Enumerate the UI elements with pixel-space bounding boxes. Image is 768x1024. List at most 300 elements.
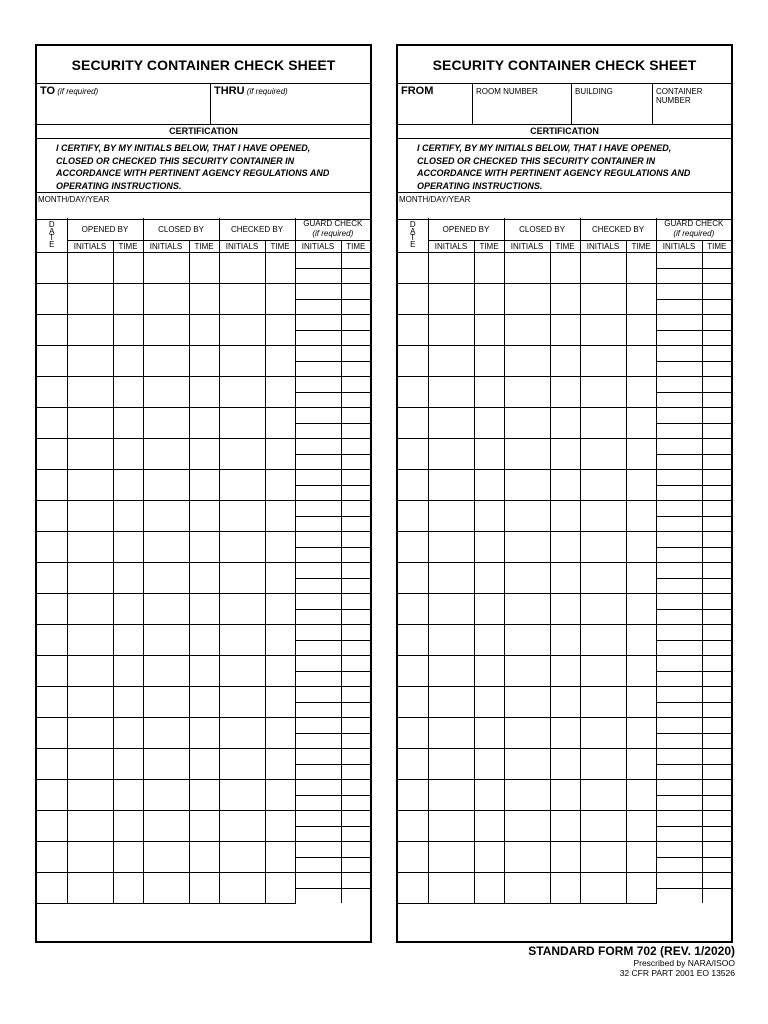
initials-cell[interactable] [428, 408, 474, 439]
guard-initials-cell[interactable] [295, 501, 341, 517]
guard-time-cell[interactable] [702, 516, 731, 532]
initials-cell[interactable] [428, 594, 474, 625]
date-cell[interactable] [398, 532, 428, 563]
date-cell[interactable] [37, 470, 67, 501]
guard-initials-cell[interactable] [656, 671, 702, 687]
month-day-year-field[interactable] [37, 193, 370, 220]
guard-time-cell[interactable] [341, 857, 370, 873]
guard-time-cell[interactable] [341, 563, 370, 579]
initials-cell[interactable] [67, 470, 113, 501]
initials-cell[interactable] [143, 284, 189, 315]
date-cell[interactable] [37, 811, 67, 842]
initials-cell[interactable] [67, 377, 113, 408]
date-cell[interactable] [398, 377, 428, 408]
guard-initials-cell[interactable] [295, 640, 341, 656]
time-cell[interactable] [474, 842, 504, 873]
guard-initials-cell[interactable] [295, 594, 341, 610]
initials-cell[interactable] [428, 625, 474, 656]
time-cell[interactable] [626, 470, 656, 501]
initials-cell[interactable] [143, 780, 189, 811]
time-cell[interactable] [626, 625, 656, 656]
guard-time-cell[interactable] [702, 423, 731, 439]
date-cell[interactable] [398, 439, 428, 470]
guard-time-cell[interactable] [341, 764, 370, 780]
initials-cell[interactable] [428, 470, 474, 501]
guard-time-cell[interactable] [341, 780, 370, 796]
time-cell[interactable] [550, 625, 580, 656]
guard-initials-cell[interactable] [295, 454, 341, 470]
guard-time-cell[interactable] [341, 873, 370, 889]
guard-initials-cell[interactable] [295, 284, 341, 300]
initials-cell[interactable] [67, 408, 113, 439]
date-cell[interactable] [398, 873, 428, 904]
guard-initials-cell[interactable] [295, 888, 341, 903]
initials-cell[interactable] [143, 811, 189, 842]
initials-cell[interactable] [143, 687, 189, 718]
initials-cell[interactable] [67, 873, 113, 904]
guard-time-cell[interactable] [702, 485, 731, 501]
guard-initials-cell[interactable] [295, 671, 341, 687]
initials-cell[interactable] [143, 749, 189, 780]
guard-time-cell[interactable] [341, 501, 370, 517]
initials-cell[interactable] [428, 656, 474, 687]
from-field[interactable] [398, 84, 473, 124]
initials-cell[interactable] [580, 501, 626, 532]
initials-cell[interactable] [504, 780, 550, 811]
guard-time-cell[interactable] [341, 392, 370, 408]
initials-cell[interactable] [143, 408, 189, 439]
date-cell[interactable] [398, 687, 428, 718]
time-cell[interactable] [550, 656, 580, 687]
time-cell[interactable] [113, 408, 143, 439]
time-cell[interactable] [474, 780, 504, 811]
guard-time-cell[interactable] [702, 888, 731, 903]
guard-time-cell[interactable] [702, 299, 731, 315]
guard-initials-cell[interactable] [295, 361, 341, 377]
time-cell[interactable] [265, 594, 295, 625]
guard-initials-cell[interactable] [295, 563, 341, 579]
time-cell[interactable] [265, 873, 295, 904]
guard-time-cell[interactable] [341, 687, 370, 703]
guard-initials-cell[interactable] [656, 299, 702, 315]
date-cell[interactable] [37, 346, 67, 377]
time-cell[interactable] [189, 346, 219, 377]
guard-time-cell[interactable] [341, 330, 370, 346]
time-cell[interactable] [550, 780, 580, 811]
room-number-field[interactable] [473, 84, 572, 124]
date-cell[interactable] [37, 873, 67, 904]
guard-initials-cell[interactable] [295, 625, 341, 641]
initials-cell[interactable] [580, 315, 626, 346]
date-cell[interactable] [37, 594, 67, 625]
date-cell[interactable] [398, 811, 428, 842]
time-cell[interactable] [550, 284, 580, 315]
guard-time-cell[interactable] [341, 795, 370, 811]
guard-initials-cell[interactable] [656, 470, 702, 486]
guard-time-cell[interactable] [702, 826, 731, 842]
guard-initials-cell[interactable] [656, 764, 702, 780]
guard-time-cell[interactable] [702, 718, 731, 734]
initials-cell[interactable] [219, 811, 265, 842]
initials-cell[interactable] [67, 656, 113, 687]
time-cell[interactable] [550, 687, 580, 718]
guard-time-cell[interactable] [702, 749, 731, 765]
time-cell[interactable] [113, 346, 143, 377]
time-cell[interactable] [113, 284, 143, 315]
initials-cell[interactable] [219, 501, 265, 532]
date-cell[interactable] [398, 315, 428, 346]
time-cell[interactable] [113, 656, 143, 687]
time-cell[interactable] [189, 780, 219, 811]
guard-initials-cell[interactable] [295, 842, 341, 858]
time-cell[interactable] [626, 346, 656, 377]
guard-initials-cell[interactable] [295, 315, 341, 331]
time-cell[interactable] [550, 346, 580, 377]
date-cell[interactable] [398, 656, 428, 687]
guard-initials-cell[interactable] [295, 811, 341, 827]
initials-cell[interactable] [580, 284, 626, 315]
guard-time-cell[interactable] [702, 625, 731, 641]
time-cell[interactable] [113, 377, 143, 408]
time-cell[interactable] [626, 501, 656, 532]
initials-cell[interactable] [219, 532, 265, 563]
guard-time-cell[interactable] [702, 795, 731, 811]
initials-cell[interactable] [143, 532, 189, 563]
time-cell[interactable] [265, 811, 295, 842]
initials-cell[interactable] [428, 749, 474, 780]
time-cell[interactable] [189, 656, 219, 687]
time-cell[interactable] [474, 377, 504, 408]
time-cell[interactable] [265, 315, 295, 346]
date-cell[interactable] [37, 780, 67, 811]
guard-initials-cell[interactable] [295, 547, 341, 563]
time-cell[interactable] [265, 718, 295, 749]
initials-cell[interactable] [67, 811, 113, 842]
guard-time-cell[interactable] [702, 873, 731, 889]
initials-cell[interactable] [428, 563, 474, 594]
time-cell[interactable] [189, 253, 219, 284]
guard-initials-cell[interactable] [656, 718, 702, 734]
initials-cell[interactable] [428, 842, 474, 873]
building-field[interactable] [572, 84, 653, 124]
time-cell[interactable] [265, 687, 295, 718]
initials-cell[interactable] [504, 532, 550, 563]
initials-cell[interactable] [219, 687, 265, 718]
to-field[interactable] [37, 84, 211, 124]
guard-time-cell[interactable] [702, 253, 731, 269]
initials-cell[interactable] [504, 749, 550, 780]
guard-time-cell[interactable] [702, 702, 731, 718]
time-cell[interactable] [626, 253, 656, 284]
time-cell[interactable] [626, 594, 656, 625]
initials-cell[interactable] [580, 532, 626, 563]
time-cell[interactable] [265, 625, 295, 656]
time-cell[interactable] [189, 377, 219, 408]
date-cell[interactable] [37, 656, 67, 687]
initials-cell[interactable] [143, 563, 189, 594]
guard-time-cell[interactable] [702, 315, 731, 331]
time-cell[interactable] [626, 842, 656, 873]
guard-initials-cell[interactable] [656, 532, 702, 548]
guard-initials-cell[interactable] [295, 780, 341, 796]
time-cell[interactable] [113, 563, 143, 594]
container-number-field[interactable] [653, 84, 731, 124]
time-cell[interactable] [626, 284, 656, 315]
time-cell[interactable] [626, 563, 656, 594]
time-cell[interactable] [474, 873, 504, 904]
time-cell[interactable] [474, 408, 504, 439]
initials-cell[interactable] [219, 780, 265, 811]
time-cell[interactable] [265, 346, 295, 377]
guard-time-cell[interactable] [341, 547, 370, 563]
initials-cell[interactable] [428, 811, 474, 842]
initials-cell[interactable] [219, 749, 265, 780]
guard-initials-cell[interactable] [656, 315, 702, 331]
initials-cell[interactable] [143, 377, 189, 408]
date-cell[interactable] [398, 842, 428, 873]
date-cell[interactable] [37, 284, 67, 315]
time-cell[interactable] [189, 687, 219, 718]
time-cell[interactable] [189, 439, 219, 470]
guard-time-cell[interactable] [341, 594, 370, 610]
guard-initials-cell[interactable] [295, 826, 341, 842]
guard-initials-cell[interactable] [656, 702, 702, 718]
time-cell[interactable] [474, 470, 504, 501]
initials-cell[interactable] [428, 780, 474, 811]
guard-initials-cell[interactable] [656, 811, 702, 827]
guard-initials-cell[interactable] [656, 547, 702, 563]
initials-cell[interactable] [504, 687, 550, 718]
time-cell[interactable] [550, 470, 580, 501]
date-cell[interactable] [398, 594, 428, 625]
initials-cell[interactable] [504, 625, 550, 656]
initials-cell[interactable] [67, 594, 113, 625]
time-cell[interactable] [550, 563, 580, 594]
time-cell[interactable] [474, 532, 504, 563]
guard-initials-cell[interactable] [656, 268, 702, 284]
guard-time-cell[interactable] [702, 780, 731, 796]
initials-cell[interactable] [219, 718, 265, 749]
guard-time-cell[interactable] [341, 268, 370, 284]
time-cell[interactable] [265, 501, 295, 532]
guard-time-cell[interactable] [341, 516, 370, 532]
guard-initials-cell[interactable] [656, 780, 702, 796]
time-cell[interactable] [113, 749, 143, 780]
date-cell[interactable] [37, 315, 67, 346]
guard-time-cell[interactable] [341, 842, 370, 858]
guard-time-cell[interactable] [341, 718, 370, 734]
initials-cell[interactable] [504, 718, 550, 749]
initials-cell[interactable] [219, 408, 265, 439]
time-cell[interactable] [113, 811, 143, 842]
initials-cell[interactable] [428, 718, 474, 749]
date-cell[interactable] [37, 253, 67, 284]
time-cell[interactable] [113, 439, 143, 470]
date-cell[interactable] [37, 749, 67, 780]
initials-cell[interactable] [504, 315, 550, 346]
initials-cell[interactable] [428, 315, 474, 346]
initials-cell[interactable] [580, 563, 626, 594]
guard-time-cell[interactable] [341, 284, 370, 300]
month-day-year-field[interactable] [398, 193, 731, 220]
time-cell[interactable] [113, 532, 143, 563]
guard-initials-cell[interactable] [656, 795, 702, 811]
time-cell[interactable] [474, 253, 504, 284]
initials-cell[interactable] [219, 842, 265, 873]
guard-initials-cell[interactable] [295, 377, 341, 393]
time-cell[interactable] [189, 532, 219, 563]
guard-initials-cell[interactable] [295, 718, 341, 734]
initials-cell[interactable] [143, 625, 189, 656]
time-cell[interactable] [189, 501, 219, 532]
date-cell[interactable] [398, 284, 428, 315]
guard-time-cell[interactable] [702, 842, 731, 858]
time-cell[interactable] [626, 718, 656, 749]
guard-initials-cell[interactable] [656, 253, 702, 269]
time-cell[interactable] [626, 377, 656, 408]
guard-initials-cell[interactable] [656, 377, 702, 393]
initials-cell[interactable] [580, 749, 626, 780]
initials-cell[interactable] [504, 439, 550, 470]
time-cell[interactable] [626, 408, 656, 439]
initials-cell[interactable] [67, 532, 113, 563]
guard-time-cell[interactable] [702, 377, 731, 393]
initials-cell[interactable] [67, 439, 113, 470]
initials-cell[interactable] [504, 284, 550, 315]
guard-initials-cell[interactable] [295, 423, 341, 439]
initials-cell[interactable] [504, 656, 550, 687]
time-cell[interactable] [113, 470, 143, 501]
initials-cell[interactable] [504, 377, 550, 408]
guard-initials-cell[interactable] [295, 873, 341, 889]
guard-time-cell[interactable] [702, 408, 731, 424]
time-cell[interactable] [113, 687, 143, 718]
initials-cell[interactable] [219, 563, 265, 594]
initials-cell[interactable] [504, 594, 550, 625]
time-cell[interactable] [474, 656, 504, 687]
initials-cell[interactable] [428, 346, 474, 377]
guard-time-cell[interactable] [341, 361, 370, 377]
guard-initials-cell[interactable] [295, 857, 341, 873]
initials-cell[interactable] [504, 873, 550, 904]
date-cell[interactable] [398, 253, 428, 284]
initials-cell[interactable] [143, 873, 189, 904]
initials-cell[interactable] [580, 873, 626, 904]
guard-time-cell[interactable] [341, 609, 370, 625]
thru-field[interactable] [211, 84, 370, 124]
date-cell[interactable] [37, 501, 67, 532]
guard-initials-cell[interactable] [295, 268, 341, 284]
guard-time-cell[interactable] [341, 485, 370, 501]
time-cell[interactable] [626, 439, 656, 470]
initials-cell[interactable] [67, 625, 113, 656]
guard-initials-cell[interactable] [656, 857, 702, 873]
guard-initials-cell[interactable] [295, 609, 341, 625]
time-cell[interactable] [550, 811, 580, 842]
guard-initials-cell[interactable] [656, 640, 702, 656]
guard-initials-cell[interactable] [295, 346, 341, 362]
initials-cell[interactable] [219, 315, 265, 346]
guard-time-cell[interactable] [702, 547, 731, 563]
guard-initials-cell[interactable] [656, 609, 702, 625]
date-cell[interactable] [398, 780, 428, 811]
initials-cell[interactable] [428, 377, 474, 408]
guard-time-cell[interactable] [702, 594, 731, 610]
initials-cell[interactable] [428, 253, 474, 284]
initials-cell[interactable] [219, 656, 265, 687]
initials-cell[interactable] [143, 718, 189, 749]
guard-time-cell[interactable] [702, 501, 731, 517]
initials-cell[interactable] [143, 656, 189, 687]
initials-cell[interactable] [67, 253, 113, 284]
guard-initials-cell[interactable] [295, 516, 341, 532]
time-cell[interactable] [189, 811, 219, 842]
guard-initials-cell[interactable] [656, 392, 702, 408]
time-cell[interactable] [550, 718, 580, 749]
time-cell[interactable] [626, 780, 656, 811]
time-cell[interactable] [113, 780, 143, 811]
guard-initials-cell[interactable] [295, 733, 341, 749]
initials-cell[interactable] [67, 284, 113, 315]
guard-initials-cell[interactable] [656, 284, 702, 300]
guard-time-cell[interactable] [702, 764, 731, 780]
initials-cell[interactable] [428, 873, 474, 904]
time-cell[interactable] [189, 842, 219, 873]
time-cell[interactable] [189, 315, 219, 346]
time-cell[interactable] [265, 253, 295, 284]
initials-cell[interactable] [580, 594, 626, 625]
date-cell[interactable] [37, 439, 67, 470]
initials-cell[interactable] [428, 532, 474, 563]
initials-cell[interactable] [143, 315, 189, 346]
guard-time-cell[interactable] [341, 733, 370, 749]
guard-time-cell[interactable] [702, 454, 731, 470]
time-cell[interactable] [550, 377, 580, 408]
guard-initials-cell[interactable] [656, 625, 702, 641]
guard-time-cell[interactable] [341, 346, 370, 362]
guard-time-cell[interactable] [702, 284, 731, 300]
guard-initials-cell[interactable] [656, 423, 702, 439]
initials-cell[interactable] [580, 718, 626, 749]
time-cell[interactable] [113, 501, 143, 532]
date-cell[interactable] [398, 408, 428, 439]
initials-cell[interactable] [67, 842, 113, 873]
time-cell[interactable] [550, 873, 580, 904]
initials-cell[interactable] [143, 594, 189, 625]
guard-initials-cell[interactable] [295, 299, 341, 315]
date-cell[interactable] [398, 749, 428, 780]
guard-initials-cell[interactable] [656, 516, 702, 532]
guard-time-cell[interactable] [341, 439, 370, 455]
initials-cell[interactable] [504, 253, 550, 284]
initials-cell[interactable] [504, 470, 550, 501]
initials-cell[interactable] [219, 284, 265, 315]
initials-cell[interactable] [219, 439, 265, 470]
guard-time-cell[interactable] [341, 299, 370, 315]
time-cell[interactable] [189, 594, 219, 625]
time-cell[interactable] [189, 625, 219, 656]
guard-initials-cell[interactable] [656, 873, 702, 889]
time-cell[interactable] [474, 594, 504, 625]
time-cell[interactable] [189, 563, 219, 594]
time-cell[interactable] [265, 749, 295, 780]
time-cell[interactable] [550, 532, 580, 563]
time-cell[interactable] [550, 439, 580, 470]
initials-cell[interactable] [504, 501, 550, 532]
guard-initials-cell[interactable] [295, 485, 341, 501]
time-cell[interactable] [626, 656, 656, 687]
initials-cell[interactable] [580, 470, 626, 501]
